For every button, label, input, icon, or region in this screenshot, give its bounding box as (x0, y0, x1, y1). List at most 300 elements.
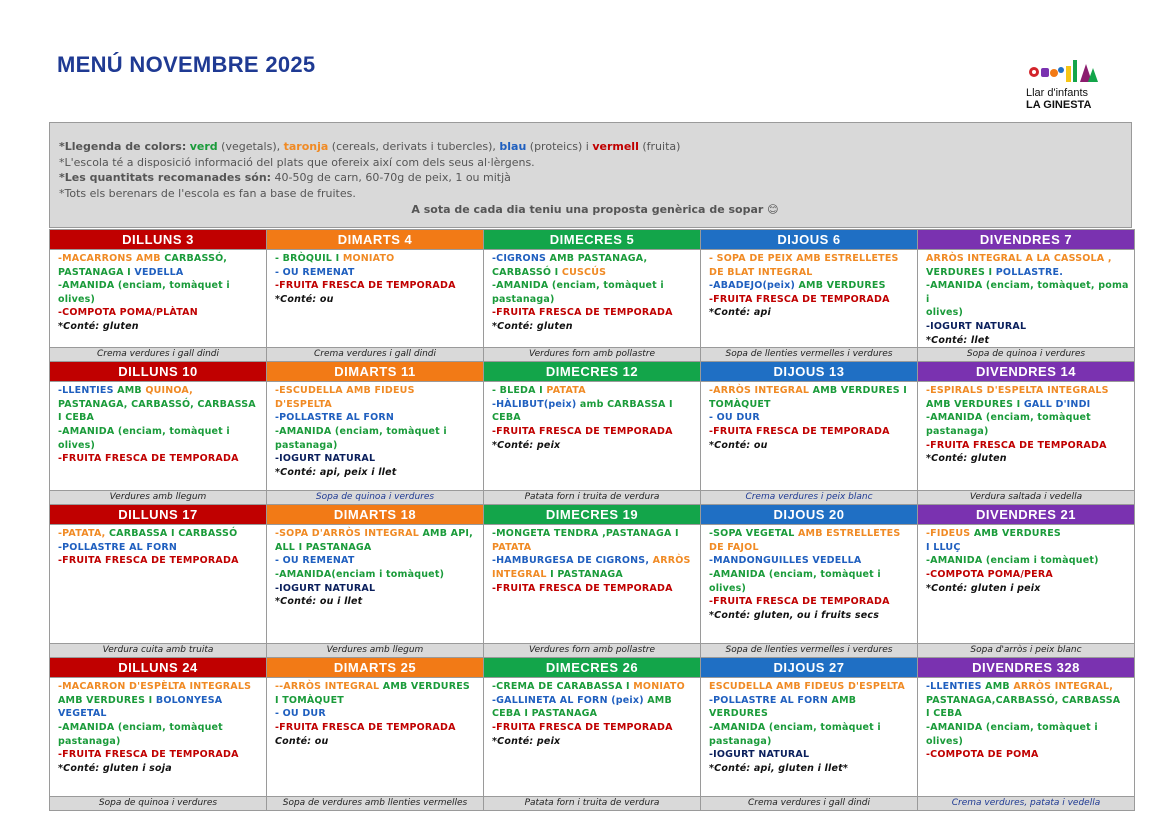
menu-line (58, 762, 261, 776)
menu-line (58, 439, 261, 453)
day-menu (701, 382, 918, 491)
menu-line (492, 252, 695, 266)
menu-text: -MANDONGUILLES VEDELLA (709, 555, 862, 567)
day-menu (701, 678, 918, 797)
menu-line (926, 735, 1129, 749)
menu-text: - SOPA DE PEIX AMB ESTRELLETES (709, 253, 899, 264)
menu-text: *Conté: gluten i soja (58, 762, 172, 774)
legend-blue-desc: (proteics) i (526, 140, 593, 153)
logo-line-2: LA GINESTA (1026, 99, 1092, 111)
menu-line (275, 266, 478, 280)
dinner-suggestion: Verdura saltada i vedella (918, 491, 1135, 505)
day-menu (267, 525, 484, 644)
day-header: DIJOUS 27 (701, 658, 918, 678)
menu-line (926, 266, 1129, 280)
menu-line (275, 411, 478, 425)
menu-line (58, 411, 261, 425)
menu-text: -FRUITA FRESCA DE TEMPORADA (58, 453, 239, 465)
menu-text: -FRUITA FRESCA DE TEMPORADA (492, 307, 673, 319)
menu-text: pastanaga) (492, 293, 555, 305)
menu-text: I CEBA (58, 412, 95, 424)
menu-text: --ARRÒS INTEGRAL (275, 681, 383, 693)
menu-line (709, 252, 912, 266)
menu-line (709, 411, 912, 425)
menu-text: AMB VERDURES I (58, 694, 156, 706)
day-menu (701, 525, 918, 644)
menu-line (709, 748, 912, 762)
dinner-suggestion: Patata forn i truita de verdura (484, 797, 701, 811)
menu-line (492, 694, 695, 708)
menu-line (492, 527, 695, 541)
menu-line (58, 293, 261, 307)
menu-line (926, 452, 1129, 466)
menu-line (926, 582, 1129, 596)
menu-line (275, 735, 478, 749)
menu-text: pastanaga) (709, 735, 772, 747)
menu-text: -AMANIDA(enciam i tomàquet) (275, 568, 445, 580)
week-dinner-row (50, 797, 1135, 811)
legend-orange-desc: (cereals, derivats i tubercles), (328, 140, 500, 153)
menu-line (492, 582, 695, 596)
day-header: DIMECRES 12 (484, 362, 701, 382)
menu-text: I PASTANAGA (550, 568, 623, 580)
week-menu-row (50, 382, 1135, 491)
dinner-suggestion: Sopa d'arròs i peix blanc (918, 644, 1135, 658)
menu-text: amb CARBASSA I (579, 398, 673, 410)
dinner-suggestion: Crema verdures i peix blanc (701, 491, 918, 505)
menu-line (58, 735, 261, 749)
menu-text: *Conté: gluten, ou i fruits secs (709, 609, 880, 621)
menu-text: AMB API, (422, 528, 473, 540)
menu-text: -CIGRONS (492, 253, 550, 264)
day-menu (484, 250, 701, 348)
day-header: DIMECRES 5 (484, 230, 701, 250)
menu-text: - OU DUR (275, 708, 326, 720)
menu-line (709, 554, 912, 568)
menu-text: BOLONYESA (155, 694, 223, 706)
dinner-suggestion: Verdures forn amb pollastre (484, 644, 701, 658)
day-header: DILLUNS 24 (50, 658, 267, 678)
menu-text: pastanaga) (926, 425, 989, 437)
quantities-label: *Les quantitats recomanades són: (59, 171, 272, 184)
menu-text: -POLLASTRE AL FORN (275, 412, 395, 424)
menu-line (709, 384, 912, 398)
menu-line (709, 439, 912, 453)
day-menu (484, 525, 701, 644)
contains-note: *Conté: api, peix i llet (275, 466, 397, 478)
dinner-info: A sota de cada dia teniu una proposta genèrica de sopar 😊 (411, 203, 779, 216)
menu-line (709, 425, 912, 439)
menu-text: -FRUITA FRESCA DE TEMPORADA (275, 280, 456, 292)
menu-line (275, 527, 478, 541)
kids-logo-icon (1026, 58, 1102, 86)
menu-line (926, 721, 1129, 735)
menu-text: VEGETAL (58, 708, 107, 720)
dinner-suggestion: Sopa de quinoa i verdures (267, 491, 484, 505)
dinner-suggestion: Crema verdures i gall dindi (267, 348, 484, 362)
menu-text: CARBASSA I CARBASSÓ (109, 528, 238, 540)
menu-text: ARRÒS (652, 555, 691, 567)
quantities-text: 40-50g de carn, 60-70g de peix, 1 ou mitjà (271, 171, 511, 184)
menu-line (58, 425, 261, 439)
menu-line (926, 568, 1129, 582)
menu-line (492, 384, 695, 398)
menu-text: -LLENTIES (926, 681, 986, 693)
day-header: DIJOUS 20 (701, 505, 918, 525)
menu-text: -AMANIDA (enciam, tomàquet (58, 721, 223, 733)
menu-line (492, 541, 695, 555)
menu-text: -ABADEJO(peix) (709, 280, 799, 292)
snacks-info: *Tots els berenars de l'escola es fan a base de fruites. (59, 186, 356, 200)
menu-line (275, 707, 478, 721)
day-header: DIMECRES 26 (484, 658, 701, 678)
menu-line (926, 306, 1129, 320)
menu-line (275, 252, 478, 266)
legend-red-desc: (fruita) (638, 140, 681, 153)
menu-text: AMB (647, 694, 672, 706)
legend-orange: taronja (283, 140, 329, 153)
legend-label: *Llegenda de colors: (59, 140, 187, 153)
menu-text: I LLUÇ (926, 541, 961, 553)
day-header: DIMARTS 18 (267, 505, 484, 525)
page-title: MENÚ NOVEMBRE 2025 (57, 52, 316, 77)
day-header: DILLUNS 10 (50, 362, 267, 382)
menu-text: olives) (58, 439, 96, 451)
day-menu (701, 250, 918, 348)
day-header: DIMARTS 25 (267, 658, 484, 678)
menu-line (58, 707, 261, 721)
dinner-suggestion: Crema verdures i gall dindi (701, 797, 918, 811)
menu-text: -AMANIDA (enciam i tomàquet) (926, 555, 1099, 567)
menu-text: - BLEDA I (492, 385, 547, 397)
menu-line (275, 439, 478, 453)
menu-text: -MACARRONS AMB (58, 253, 165, 264)
menu-text: olives) (58, 293, 96, 305)
week-header-row (50, 505, 1135, 525)
menu-text: CEBA (492, 412, 521, 424)
day-menu (50, 525, 267, 644)
day-header: DIVENDRES 328 (918, 658, 1135, 678)
menu-line (492, 293, 695, 307)
menu-text: - OU DUR (709, 412, 760, 424)
week-menu-row (50, 250, 1135, 348)
week-header-row (50, 658, 1135, 678)
menu-text: -FRUITA FRESCA DE TEMPORADA (275, 721, 456, 733)
menu-text: INTEGRAL (492, 568, 551, 580)
menu-line (709, 541, 912, 555)
menu-text: *Conté: gluten (926, 453, 1007, 465)
menu-text: olives) (926, 735, 964, 747)
menu-line (926, 425, 1129, 439)
menu-line (926, 398, 1129, 412)
menu-text: *Conté: gluten i peix (926, 582, 1041, 594)
menu-text: -MONGETA TENDRA ,PASTANAGA I (492, 528, 679, 540)
day-menu (50, 250, 267, 348)
day-header: DILLUNS 3 (50, 230, 267, 250)
menu-text: pastanaga) (58, 735, 121, 747)
menu-text: TOMÀQUET (709, 398, 771, 410)
contains-note: *Conté: gluten (58, 320, 139, 332)
menu-line (926, 384, 1129, 398)
menu-line (58, 694, 261, 708)
dinner-suggestion: Sopa de quinoa i verdures (50, 797, 267, 811)
dinner-suggestion: Verdures amb llegum (50, 491, 267, 505)
menu-line (275, 582, 478, 596)
menu-line (492, 425, 695, 439)
menu-text: PASTANAGA, CARBASSÓ, CARBASSA (58, 398, 256, 410)
menu-line (275, 694, 478, 708)
notes-box (49, 122, 1132, 228)
menu-text: -POLLASTRE AL FORN (709, 694, 832, 706)
menu-line (709, 721, 912, 735)
menu-line (709, 266, 912, 280)
dinner-suggestion: Crema verdures, patata i vedella (918, 797, 1135, 811)
menu-line (926, 554, 1129, 568)
menu-text: - BRÒQUIL I (275, 253, 343, 264)
week-header-row (50, 362, 1135, 382)
menu-line (492, 439, 695, 453)
menu-text: AMB (831, 694, 857, 706)
menu-line (926, 707, 1129, 721)
quantities-info (59, 170, 1131, 186)
menu-text: AMB (985, 681, 1014, 693)
menu-text: *Conté: ou (709, 439, 768, 451)
menu-line (926, 411, 1129, 425)
day-menu (918, 382, 1135, 491)
menu-line (58, 398, 261, 412)
menu-text: ALL I PASTANAGA (275, 541, 372, 553)
menu-text: -IOGURT NATURAL (926, 320, 1027, 332)
menu-text: AMB (117, 385, 146, 397)
day-header: DIMARTS 11 (267, 362, 484, 382)
week-header-row (50, 230, 1135, 250)
menu-text: -HAMBURGESA DE CIGRONS, (492, 555, 653, 567)
day-menu (267, 678, 484, 797)
menu-line (492, 266, 695, 280)
day-header: DIMECRES 19 (484, 505, 701, 525)
menu-text: -AMANIDA (enciam, tomàquet i (275, 425, 447, 437)
menu-text: AMB ESTRELLETES (798, 528, 901, 540)
menu-line (709, 762, 912, 776)
dinner-suggestion: Sopa de llenties vermelles i verdures (701, 644, 918, 658)
menu-text: pastanaga) (275, 439, 338, 451)
menu-line (492, 306, 695, 320)
day-menu (50, 382, 267, 491)
menu-line (275, 680, 478, 694)
menu-line (275, 568, 478, 582)
menu-line (709, 694, 912, 708)
menu-text: AMB VERDURES (382, 681, 470, 693)
menu-line (275, 595, 478, 609)
menu-line (58, 279, 261, 293)
day-header: DIJOUS 6 (701, 230, 918, 250)
menu-text: AMB PASTANAGA, (549, 253, 648, 264)
menu-text: -AMANIDA (enciam, tomàquet i (926, 721, 1098, 733)
menu-line (275, 452, 478, 466)
menu-text: -FRUITA FRESCA DE TEMPORADA (492, 582, 673, 594)
dinner-suggestion: Verdures forn amb pollastre (484, 348, 701, 362)
dinner-suggestion: Crema verdures i gall dindi (50, 348, 267, 362)
menu-text: *Conté: api, gluten i llet* (709, 762, 849, 774)
menu-line (275, 279, 478, 293)
menu-line (275, 398, 478, 412)
menu-line (709, 279, 912, 293)
color-legend (59, 139, 1131, 155)
menu-text: PATATA (546, 385, 586, 397)
menu-text: ARRÒS INTEGRAL A LA CASSOLA , (926, 253, 1112, 264)
day-header: DIJOUS 13 (701, 362, 918, 382)
contains-note: *Conté: ou (275, 293, 334, 305)
menu-line (709, 595, 912, 609)
menu-text: AMB VERDURES (798, 280, 886, 292)
menu-text: AMB VERDURES I (926, 398, 1024, 410)
menu-line (492, 554, 695, 568)
menu-text: MONIATO (633, 681, 685, 693)
menu-line (58, 527, 261, 541)
menu-text: -IOGURT NATURAL (275, 453, 376, 465)
menu-line (58, 306, 261, 320)
menu-text: -PATATA, (58, 528, 109, 540)
menu-line (709, 707, 912, 721)
menu-text: AMB VERDURES (973, 528, 1061, 540)
day-header: DIMARTS 4 (267, 230, 484, 250)
day-header: DIVENDRES 7 (918, 230, 1135, 250)
menu-line (709, 527, 912, 541)
menu-text: -LLENTIES (58, 385, 118, 397)
menu-line (58, 252, 261, 266)
menu-text: VERDURES (709, 708, 769, 720)
legend-green: verd (189, 140, 218, 153)
menu-text: -GALLINETA AL FORN (peix) (492, 694, 648, 706)
menu-text: PASTANAGA I (58, 266, 135, 278)
day-header: DIVENDRES 21 (918, 505, 1135, 525)
menu-text: -AMANIDA (enciam, tomàquet i (709, 721, 881, 733)
menu-text: -FRUITA FRESCA DE TEMPORADA (58, 555, 239, 567)
menu-text: -AMANIDA (enciam, tomàquet (926, 412, 1091, 424)
school-logo (1022, 58, 1104, 114)
menu-table (49, 229, 1135, 811)
menu-line (58, 721, 261, 735)
menu-text: - OU REMENAT (275, 266, 355, 278)
logo-line-1: Llar d'infants (1026, 87, 1089, 99)
menu-line (709, 398, 912, 412)
legend-red: vermell (592, 140, 639, 153)
menu-text: olives) (709, 582, 747, 594)
menu-line (492, 398, 695, 412)
menu-line (492, 411, 695, 425)
day-menu (484, 678, 701, 797)
menu-text: -ESPIRALS D'ESPELTA INTEGRALS (926, 385, 1109, 397)
menu-line (58, 266, 261, 280)
menu-text: *Conté: peix (492, 439, 561, 451)
menu-line (58, 452, 261, 466)
dinner-suggestion: Verdura cuita amb truita (50, 644, 267, 658)
menu-text: -FRUITA FRESCA DE TEMPORADA (58, 749, 239, 761)
menu-text: -IOGURT NATURAL (275, 582, 376, 594)
legend-green-desc: (vegetals), (217, 140, 284, 153)
menu-line (58, 554, 261, 568)
menu-text: Conté: ou (275, 735, 329, 747)
menu-text: -AMANIDA (enciam, tomàquet, poma i (926, 280, 1129, 305)
menu-text: -IOGURT NATURAL (709, 749, 810, 761)
menu-line (709, 568, 912, 582)
dinner-suggestion: Sopa de quinoa i verdures (918, 348, 1135, 362)
menu-text: -ESCUDELLA AMB FIDEUS (275, 385, 415, 397)
menu-line (926, 279, 1129, 306)
menu-line (492, 707, 695, 721)
dinner-suggestion: Sopa de verdures amb llenties vermelles (267, 797, 484, 811)
menu-text: -ARRÒS INTEGRAL (709, 385, 813, 397)
menu-line (926, 439, 1129, 453)
dinner-suggestion: Sopa de llenties vermelles i verdures (701, 348, 918, 362)
menu-line (709, 582, 912, 596)
contains-note: *Conté: gluten (492, 320, 573, 332)
menu-line (492, 721, 695, 735)
menu-line (275, 554, 478, 568)
menu-line (709, 680, 912, 694)
day-menu (267, 382, 484, 491)
menu-text: -COMPOTA DE POMA (926, 749, 1039, 761)
menu-text: - OU REMENAT (275, 555, 355, 567)
legend-blue: blau (499, 140, 527, 153)
menu-line (275, 721, 478, 735)
menu-line (492, 680, 695, 694)
menu-text: -AMANIDA (enciam, tomàquet i (58, 280, 230, 292)
menu-text: -MACARRON D'ESPÈLTA INTEGRALS (58, 681, 252, 693)
menu-text: DE FAJOL (709, 541, 759, 553)
day-menu (918, 525, 1135, 644)
menu-text: ESCUDELLA AMB FIDEUS D'ESPELTA (709, 681, 905, 693)
menu-text: -FRUITA FRESCA DE TEMPORADA (492, 425, 673, 437)
menu-line (275, 384, 478, 398)
menu-text: *Conté: ou i llet (275, 596, 363, 608)
menu-text: -FRUITA FRESCA DE TEMPORADA (709, 293, 890, 305)
menu-text: POLLASTRE. (995, 266, 1063, 278)
allergen-info: *L'escola té a disposició informació del plats que ofereix així com dels seus al·lèrgens. (59, 155, 535, 169)
menu-text: -SOPA D'ARRÒS INTEGRAL (275, 528, 423, 540)
menu-line (275, 425, 478, 439)
menu-line (492, 735, 695, 749)
menu-text: -POLLASTRE AL FORN (58, 541, 178, 553)
menu-text: PASTANAGA,CARBASSÓ, CARBASSA (926, 694, 1121, 706)
menu-text: D'ESPELTA (275, 398, 332, 410)
contains-note: *Conté: api (709, 307, 771, 319)
menu-line (926, 541, 1129, 555)
menu-text: -SOPA VEGETAL (709, 528, 798, 540)
menu-line (709, 293, 912, 307)
menu-line (709, 735, 912, 749)
day-header: DILLUNS 17 (50, 505, 267, 525)
menu-line (926, 680, 1129, 694)
menu-text: GALL D'INDI (1023, 398, 1091, 410)
dinner-suggestion: Verdures amb llegum (267, 644, 484, 658)
menu-text: MONIATO (342, 253, 395, 264)
menu-text: CARBASSÓ I (492, 266, 562, 278)
menu-text: -FRUITA FRESCA DE TEMPORADA (926, 439, 1107, 451)
menu-text: -COMPOTA POMA/PLÀTAN (58, 307, 198, 319)
menu-text: CEBA I PASTANAGA (492, 708, 598, 720)
menu-line (275, 541, 478, 555)
menu-text: -FRUITA FRESCA DE TEMPORADA (709, 596, 890, 608)
menu-text: VEDELLA (134, 266, 184, 278)
menu-text: I CEBA (926, 708, 963, 720)
day-menu (918, 250, 1135, 348)
menu-text: olives) (926, 307, 964, 319)
menu-line (926, 694, 1129, 708)
menu-text: -FRUITA FRESCA DE TEMPORADA (709, 425, 890, 437)
menu-text: -HÀLIBUT(peix) (492, 398, 580, 410)
menu-line (926, 527, 1129, 541)
